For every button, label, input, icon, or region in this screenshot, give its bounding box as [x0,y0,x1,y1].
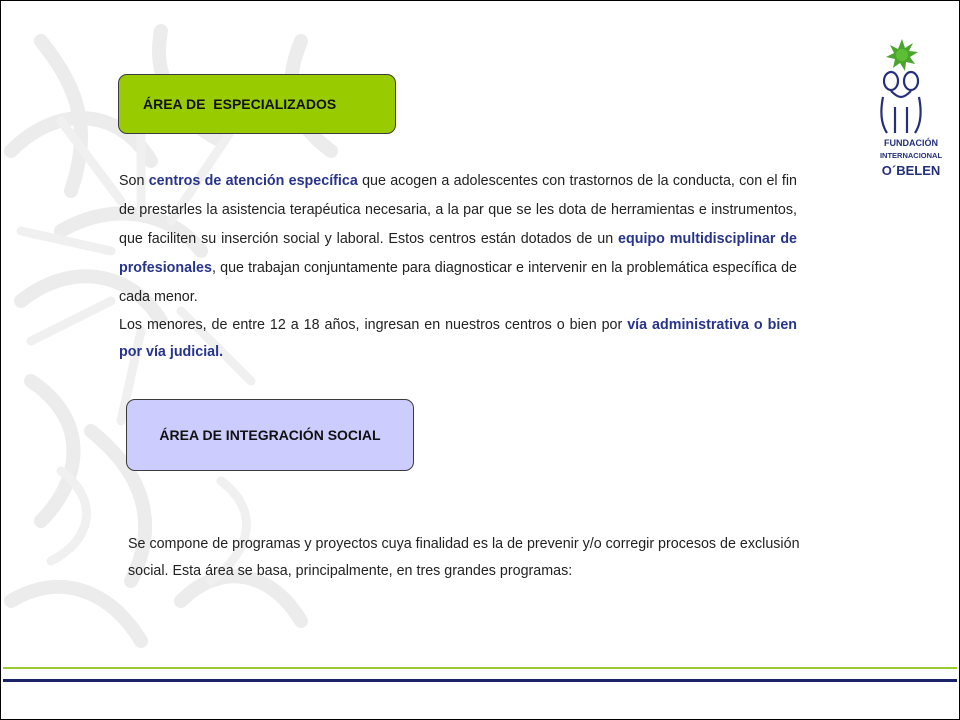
text-run: Son [119,173,149,189]
text-run: , que trabajan conjuntamente para diagnosticar e intervenir en la problemática específica de cada menor. [119,260,797,305]
logo-text-line-2: INTERNACIONAL [879,151,943,160]
logo-text-line-3: O´BELEN [881,162,941,178]
text-run: Los menores, de entre 12 a 18 años, ingresan en nuestros centros o bien por [119,317,628,333]
text-run: que acogen a adolescentes con trastornos de la conducta, con el fin de prestarles la asistencia terapéutica necesaria, a la par que se les dota de herramientas e instrumentos, que faciliten su inserción social y laboral. Estos centros están dotados de un [119,173,797,247]
area-especializados-box [118,74,396,134]
area-especializados-title: ÁREA DE ESPECIALIZADOS [143,96,337,112]
logo-text-line-1: FUNDACIÓN [884,138,938,148]
footer-green-rule [3,667,957,669]
especializados-paragraph-1 [119,167,797,312]
text-run-bold: equipo multidisciplinar de profesionales [119,231,798,276]
text-run: Se compone de programas y proyectos cuya finalidad es la de prevenir y/o corregir procesos de exclusión social. Esta área se basa, principalmente, en tres grandes programas: [128,536,800,579]
area-integracion-social-title: ÁREA DE INTEGRACIÓN SOCIAL [159,427,381,443]
especializados-paragraph-2 [119,312,797,366]
integracion-paragraph [128,531,828,585]
area-integracion-social-box [126,399,414,471]
text-run-bold: vía administrativa o bien por vía judicial. [119,317,797,360]
footer-navy-rule [3,679,957,682]
text-run-bold: centros de atención específica [148,173,358,189]
